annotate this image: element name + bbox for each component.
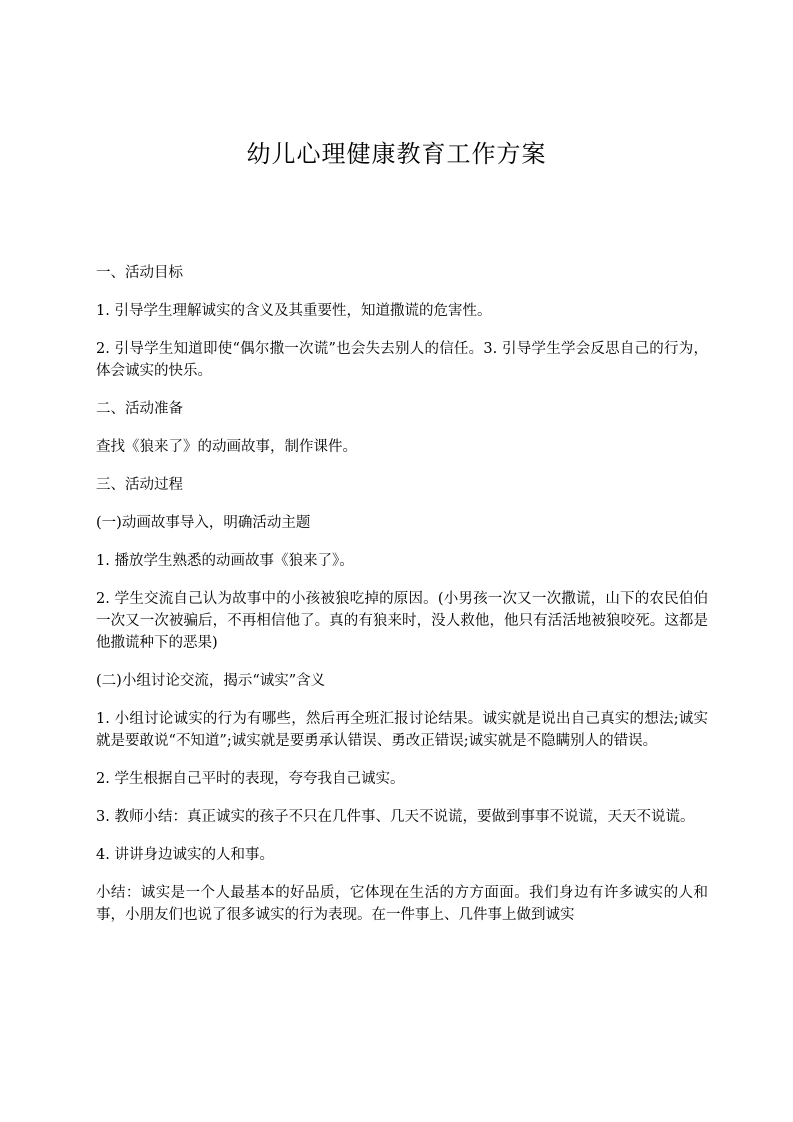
subsection-heading: (二)小组讨论交流，揭示“诚实”含义	[96, 673, 326, 689]
page-title: 幼儿心理健康教育工作方案	[246, 140, 547, 168]
paragraph: 1. 引导学生理解诚实的含义及其重要性，知道撒谎的危害性。	[96, 303, 492, 319]
paragraph: 2. 引导学生知道即使“偶尔撒一次谎”也会失去别人的信任。3. 引导学生学会反思自己的行为，体会诚实的快乐。	[96, 341, 708, 379]
paragraph: 1. 播放学生熟悉的动画故事《狼来了》。	[96, 553, 354, 569]
paragraph: 1. 小组讨论诚实的行为有哪些，然后再全班汇报讨论结果。诚实就是说出自己真实的想法;诚实就是要敢说“不知道”;诚实就是要勇承认错误、勇改正错误;诚实就是不隐瞒别人的错误。	[96, 711, 708, 749]
subsection-heading: (一)动画故事导入，明确活动主题	[96, 515, 311, 531]
paragraph: 2. 学生根据自己平时的表现，夸夸我自己诚实。	[96, 771, 405, 787]
section-heading-preparation: 二、活动准备	[96, 401, 183, 417]
section-heading-goals: 一、活动目标	[96, 265, 183, 281]
paragraph: 3. 教师小结：真正诚实的孩子不只在几件事、几天不说谎，要做到事事不说谎，天天不说谎。	[96, 809, 695, 825]
paragraph: 查找《狼来了》的动画故事，制作课件。	[96, 439, 357, 455]
paragraph: 4. 讲讲身边诚实的人和事。	[96, 847, 274, 863]
section-heading-process: 三、活动过程	[96, 477, 183, 493]
paragraph: 2. 学生交流自己认为故事中的小孩被狼吃掉的原因。(小男孩一次又一次撒谎，山下的农民伯伯一次又一次被骗后，不再相信他了。真的有狼来时，没人救他，他只有活活地被狼咬死。这都是他撒谎种下的恶果)	[96, 591, 708, 651]
summary-paragraph: 小结：诚实是一个人最基本的好品质，它体现在生活的方方面面。我们身边有许多诚实的人和事，小朋友们也说了很多诚实的行为表现。在一件事上、几件事上做到诚实	[96, 885, 708, 923]
document-body	[96, 262, 708, 942]
